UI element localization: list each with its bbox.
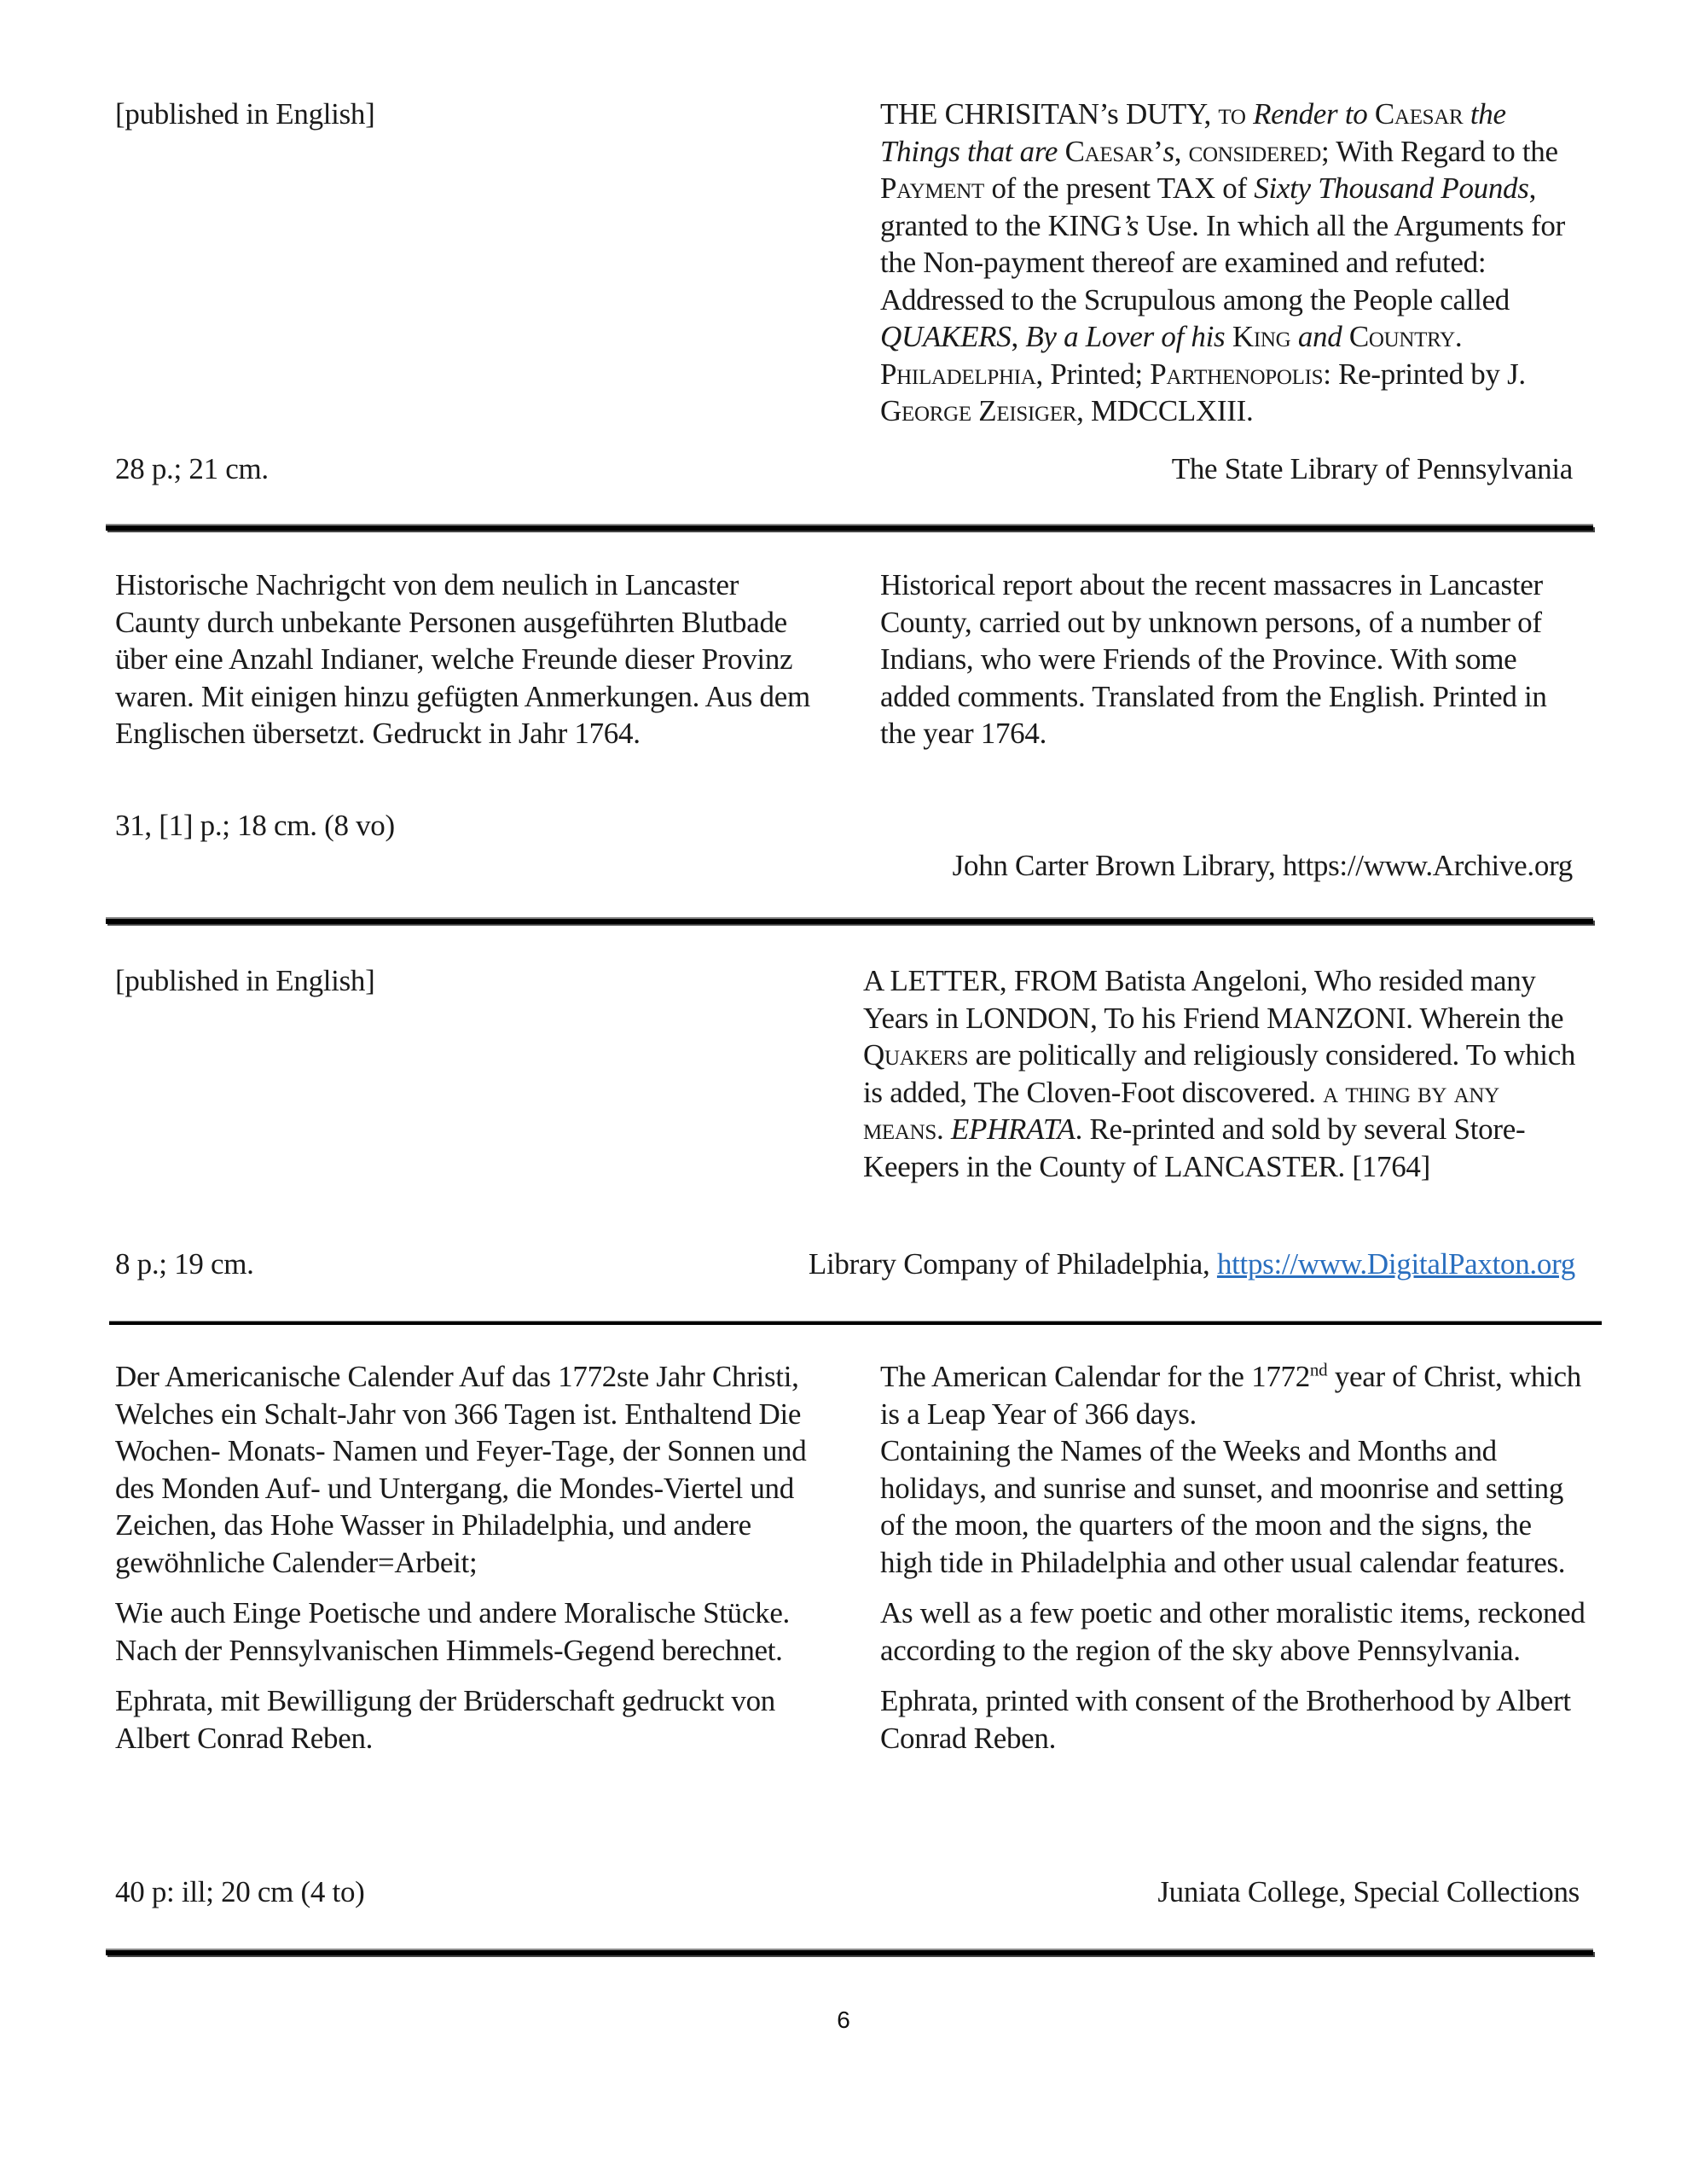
entry-2-german	[115, 566, 823, 752]
entry-4-english-para-3: Ephrata, printed with consent of the Brotherhood by Albert Conrad Reben.	[880, 1684, 1571, 1755]
entry-2-english-text: Historical report about the recent massacres in Lancaster County, carried out by unknown persons, of a number of Indians, who were Friends of the Province. With some added comments. Translated from the English. Printed in the year 1764.	[880, 568, 1547, 750]
entry-1-german	[115, 96, 815, 133]
entry-3-english-text: A LETTER, FROM Batista Angeloni, Who resided many Years in LONDON, To his Friend MANZONI. Wherein the Quakers are politically and religiously considered. To which is added, The Cloven-Foot discovered. a thing by any means. EPHRATA. Re-printed and sold by several Store-Keepers in the County of LANCASTER. [1764]	[863, 964, 1576, 1183]
entry-1-holding: The State Library of Pennsylvania	[1171, 452, 1573, 485]
entry-4-holding: Juniata College, Special Collections	[1157, 1875, 1580, 1908]
entry-3-german-text: [published in English]	[115, 964, 375, 997]
entry-4-german-para-2: Wie auch Einge Poetische und andere Moralische Stücke. Nach der Pennsylvanischen Himmels-Gegend berechnet.	[115, 1596, 791, 1667]
entry-4-german	[115, 1358, 823, 1757]
page-number: 6	[837, 2007, 850, 2033]
entry-2-measurement: 31, [1] p.; 18 cm. (8 vo)	[115, 809, 395, 842]
entry-2-english	[880, 566, 1580, 752]
entry-4-german-para-1: Der Americanische Calender Auf das 1772ste Jahr Christi, Welches ein Schalt-Jahr von 366 Tagen ist. Enthaltend Die Wochen- Monats- Namen und Feyer-Tage, der Sonnen und des Monden Auf- und Untergang, die Mondes-Viertel und Zeichen, das Hohe Wasser in Philadelphia, und andere gewöhnliche Calender=Arbeit;	[115, 1360, 807, 1579]
entry-4-measurement: 40 p: ill; 20 cm (4 to)	[115, 1875, 365, 1908]
entry-4-english-para-2: As well as a few poetic and other moralistic items, reckoned according to the region of the sky above Pennsylvania.	[880, 1596, 1586, 1667]
section-divider	[106, 526, 1593, 531]
entry-1-english	[880, 96, 1588, 430]
entry-3-holding-text: Library Company of Philadelphia,	[808, 1247, 1217, 1281]
entry-3-german	[115, 962, 815, 1000]
entry-3-holding	[682, 1246, 1575, 1283]
entry-3-english	[863, 962, 1584, 1185]
entry-2-holding: John Carter Brown Library, https://www.Archive.org	[952, 849, 1573, 882]
entry-2-german-text: Historische Nachrigcht von dem neulich in Lancaster Caunty durch unbekante Personen ausgeführten Blutbade über eine Anzahl Indianer, welche Freunde dieser Provinz waren. Mit einigen hinzu gefügten Anmerkungen. Aus dem Englischen übersetzt. Gedruckt in Jahr 1764.	[115, 568, 810, 750]
entry-1-measurement: 28 p.; 21 cm.	[115, 452, 269, 485]
section-divider	[106, 1950, 1593, 1955]
section-divider	[106, 919, 1593, 924]
entry-4-english-para-1: The American Calendar for the 1772nd year of Christ, which is a Leap Year of 366 days. Containing the Names of the Weeks and Months and holidays, and sunrise and sunset, and moonrise and setting of the moon, the quarters of the moon and the signs, the high tide in Philadelphia and other usual calendar features.	[880, 1359, 1581, 1579]
entry-4-english	[880, 1358, 1588, 1757]
entry-4-german-para-3: Ephrata, mit Bewilligung der Brüderschaft gedruckt von Albert Conrad Reben.	[115, 1684, 776, 1755]
digital-paxton-link[interactable]: https://www.DigitalPaxton.org	[1216, 1247, 1575, 1281]
entry-3-measurement: 8 p.; 19 cm.	[115, 1247, 254, 1281]
entry-1-german-text: [published in English]	[115, 97, 375, 131]
section-divider	[109, 1321, 1602, 1325]
entry-1-english-text: THE CHRISITAN’s DUTY, to Render to Caesar the Things that are Caesar’s, considered; With Regard to the Payment of the present TAX of Sixty Thousand Pounds, granted to the KING’s Use. In which all the Arguments for the Non-payment thereof are examined and refuted: Addressed to the Scrupulous among the People called QUAKERS, By a Lover of his King and Country. Philadelphia, Printed; Parthenopolis: Re-printed by J. George Zeisiger, MDCCLXIII.	[880, 97, 1565, 427]
